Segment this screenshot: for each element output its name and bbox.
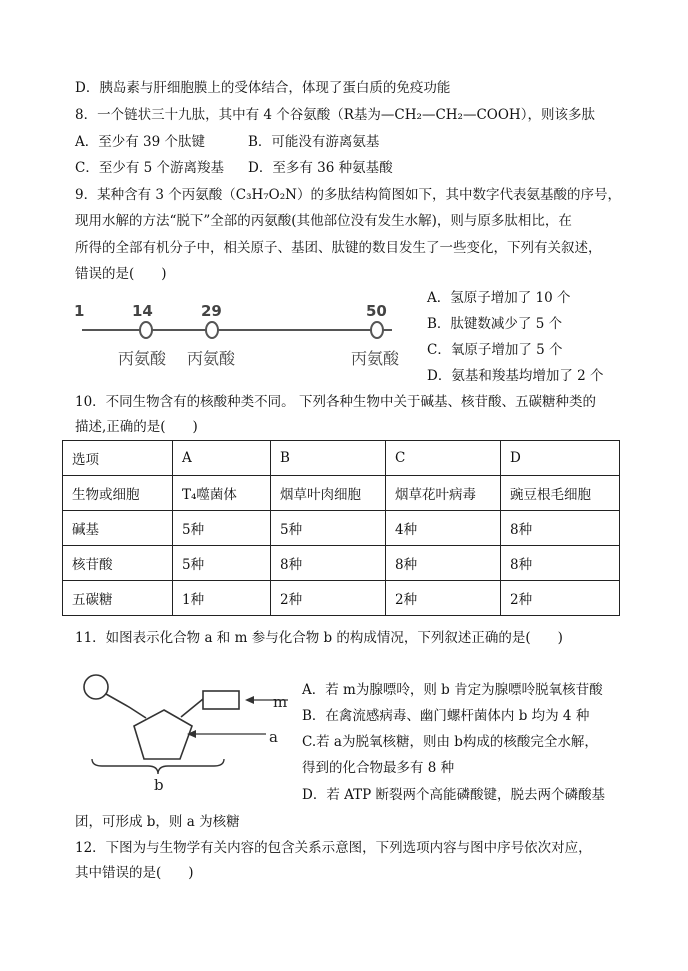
table-cell: 核苷酸 (63, 546, 173, 581)
phosphate-circle (84, 675, 108, 699)
table-header-row (63, 441, 620, 476)
table-cell: T₄噬菌体 (173, 476, 271, 511)
base-bond-line (181, 699, 203, 717)
table-row (63, 546, 620, 581)
table-cell: 8种 (271, 546, 386, 581)
position-label-1: 1 (74, 302, 85, 320)
table-header-cell: C (386, 441, 501, 476)
q10-stem-line2: 描述,正确的是( ) (75, 419, 198, 435)
table-header-cell: 选项 (63, 441, 173, 476)
q9-stem-line1: 9．某种含有 3 个丙氨酸（C₃H₇O₂N）的多肽结构简图如下，其中数字代表氨基酸的序号， (75, 187, 621, 203)
q8-option-d: D．至多有 36 种氨基酸 (248, 160, 393, 176)
alanine-label-29: 丙氨酸 (187, 349, 236, 368)
alanine-residue-50 (371, 322, 383, 338)
q9-option-a: A．氢原子增加了 10 个 (427, 290, 571, 306)
q8-option-b: B．可能没有游离氨基 (248, 134, 380, 150)
table-cell: 8种 (501, 511, 620, 546)
q12-stem-line2: 其中错误的是( ) (75, 865, 194, 881)
q10-table (62, 440, 620, 616)
q11-option-d-line2: 团，可形成 b，则 a 为核糖 (75, 814, 240, 830)
table-row (63, 476, 620, 511)
q10-stem-line1: 10．不同生物含有的核酸种类不同。 下列各种生物中关于碱基、核苷酸、五碳糖种类的 (75, 394, 596, 410)
q11-option-c-line2: 得到的化合物最多有 8 种 (302, 760, 455, 776)
table-header-cell: B (271, 441, 386, 476)
table-cell: 生物或细胞 (63, 476, 173, 511)
q9-peptide-diagram (62, 290, 422, 380)
q11-nucleotide-diagram (62, 668, 302, 798)
q7-option-d: D．胰岛素与肝细胞膜上的受体结合，体现了蛋白质的免疫功能 (75, 80, 451, 96)
q9-stem-line3: 所得的全部有机分子中，相关原子、基团、肽键的数目发生了一些变化，下列有关叙述， (75, 240, 602, 256)
table-cell: 1种 (173, 581, 271, 616)
alanine-label-50: 丙氨酸 (351, 349, 400, 368)
table-cell: 2种 (271, 581, 386, 616)
table-cell: 5种 (173, 546, 271, 581)
table-cell: 5种 (173, 511, 271, 546)
q8-option-a: A．至少有 39 个肽键 (75, 134, 206, 150)
label-m: m (273, 693, 288, 711)
phosphate-bond-line (106, 694, 146, 718)
alanine-label-14: 丙氨酸 (118, 349, 167, 368)
b-brace (92, 759, 224, 774)
table-header-cell: D (501, 441, 620, 476)
q11-option-c-line1: C.若 a为脱氧核糖，则由 b构成的核酸完全水解， (302, 734, 598, 750)
pentose-pentagon (134, 710, 192, 759)
table-cell: 豌豆根毛细胞 (501, 476, 620, 511)
table-cell: 2种 (501, 581, 620, 616)
table-cell: 5种 (271, 511, 386, 546)
q8-stem: 8．一个链状三十九肽，其中有 4 个谷氨酸（R基为—CH₂—CH₂—COOH），则该多肽 (75, 107, 595, 123)
table-cell: 8种 (386, 546, 501, 581)
table-cell: 8种 (501, 546, 620, 581)
q11-option-a: A．若 m为腺嘌呤，则 b 肯定为腺嘌呤脱氧核苷酸 (302, 682, 603, 698)
position-label-50: 50 (366, 302, 387, 320)
table-row (63, 511, 620, 546)
table-cell: 2种 (386, 581, 501, 616)
table-cell: 五碳糖 (63, 581, 173, 616)
label-a: a (269, 728, 278, 746)
position-label-29: 29 (201, 302, 222, 320)
alanine-residue-14 (140, 322, 152, 338)
table-row (63, 581, 620, 616)
q11-option-b: B．在禽流感病毒、幽门螺杆菌体内 b 均为 4 种 (302, 708, 590, 724)
table-cell: 碱基 (63, 511, 173, 546)
table-header-cell: A (173, 441, 271, 476)
q8-option-c: C．至少有 5 个游离羧基 (75, 160, 225, 176)
position-label-14: 14 (132, 302, 153, 320)
q11-stem: 11．如图表示化合物 a 和 m 参与化合物 b 的构成情况，下列叙述正确的是( ) (75, 630, 563, 646)
table-cell: 4种 (386, 511, 501, 546)
label-b: b (154, 776, 164, 794)
q9-stem-line2: 现用水解的方法“脱下”全部的丙氨酸(其他部位没有发生水解)，则与原多肽相比，在 (75, 213, 572, 229)
m-arrow-head (245, 696, 254, 704)
q9-option-b: B．肽键数减少了 5 个 (427, 316, 563, 332)
table-cell: 烟草花叶病毒 (386, 476, 501, 511)
q11-option-d-line1: D．若 ATP 断裂两个高能磷酸键，脱去两个磷酸基 (302, 787, 606, 803)
base-rectangle (203, 691, 239, 709)
q12-stem-line1: 12．下图为与生物学有关内容的包含关系示意图，下列选项内容与图中序号依次对应， (75, 840, 592, 856)
alanine-residue-29 (206, 322, 218, 338)
q9-option-c: C．氧原子增加了 5 个 (427, 342, 563, 358)
table-cell: 烟草叶肉细胞 (271, 476, 386, 511)
q9-stem-line4: 错误的是( ) (75, 266, 167, 282)
q9-option-d: D．氨基和羧基均增加了 2 个 (427, 368, 604, 384)
